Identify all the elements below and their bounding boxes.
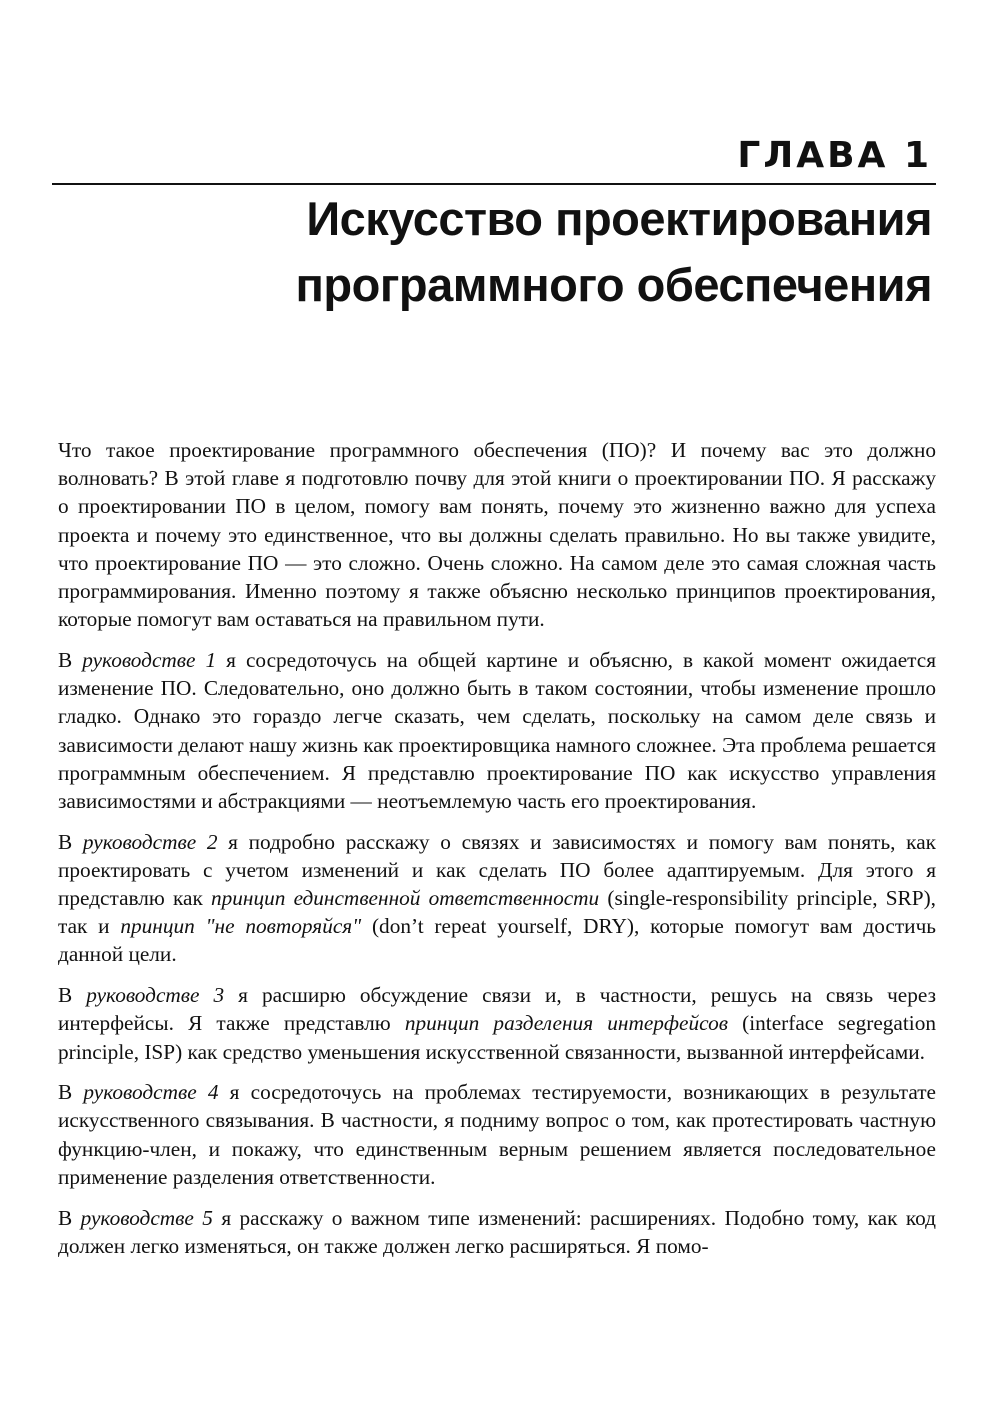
guideline-5-ref: руководстве 5 [80,1205,213,1230]
chapter-body [58,436,936,1272]
paragraph-text: я расширю обсуждение связи и, в частности, решусь на связь через интерфейсы. Я также представлю [58,983,937,1036]
paragraph-text: (don’t repeat yourself, DRY), которые помогут вам достичь данной цели. [58,914,936,967]
paragraph-lead: В [58,983,87,1008]
chapter-label: ГЛАВА 1 [737,135,932,176]
guideline-3-ref: руководстве 3 [86,983,225,1008]
paragraph-text: я расскажу о важном типе изменений: расширениях. Подобно тому, как код должен легко изменяться, он также должен легко расширяться. Я помо- [58,1205,936,1258]
paragraph-lead: В [58,1205,81,1230]
guideline-1-paragraph [58,646,936,815]
paragraph-lead: В [58,1080,84,1105]
paragraph-lead: В [58,647,83,672]
guideline-3-paragraph [58,981,936,1066]
paragraph-text: я сосредоточусь на проблемах тестируемости, возникающих в результате искусственного связывания. В частности, я подниму вопрос о том, как протестировать частную функцию-член, и покажу, что единственным верным решением является последовательное применение разделения ответственности. [58,1080,936,1189]
chapter-title-line-1: Искусство проектирования [306,192,932,245]
srp-term: принцип единственной ответственности [210,886,600,911]
chapter-title-line-2: программного обеспечения [295,258,932,311]
guideline-1-ref: руководстве 1 [82,647,217,672]
chapter-rule [52,183,936,185]
paragraph-text: (interface segregation principle, ISP) как средство уменьшения искусственной связанности, вызванной интерфейсами. [58,1011,937,1064]
dry-term: принцип "не повторяйся" [120,914,362,939]
isp-term: принцип разделения интерфейсов [404,1011,728,1036]
guideline-4-paragraph [58,1078,936,1191]
guideline-2-paragraph [58,828,936,969]
paragraph-text: (single-responsibility principle, SRP), так и [58,886,936,939]
guideline-5-paragraph [58,1204,936,1260]
intro-paragraph: Что такое проектирование программного обеспечения (ПО)? И почему вас это должно волновать? В этой главе я подготовлю почву для этой книги о проектировании ПО. Я расскажу о проектировании ПО в целом, помогу вам понять, почему это жизненно важно для успеха проекта и почему это единственное, что вы должны сделать правильно. Но вы также увидите, что проектирование ПО — это сложно. Очень сложно. На самом деле это самая сложная часть программирования. Именно поэтому я также объясню несколько принципов проектирования, которые помогут вам оставаться на правильном пути. [58,438,936,632]
paragraph-text: я подробно расскажу о связях и зависимостях и помогу вам понять, как проектировать с учетом изменений и как сделать ПО более адаптируемым. Для этого я представлю как [58,829,936,911]
guideline-2-ref: руководстве 2 [82,829,218,854]
guideline-4-ref: руководстве 4 [83,1080,219,1105]
chapter-title [172,186,932,318]
paragraph-lead: В [58,829,83,854]
paragraph-text: я сосредоточусь на общей картине и объясню, в какой момент ожидается изменение ПО. Следовательно, оно должно быть в таком состоянии, чтобы изменение прошло гладко. Однако это гораздо легче сказать, чем сделать, поскольку на самом деле связь и зависимости делают нашу жизнь как проектировщика намного сложнее. Эта проблема решается программным обеспечением. Я представлю проектирование ПО как искусство управления зависимостями и абстракциями — неотъемлемую часть его проектирования. [58,647,937,813]
